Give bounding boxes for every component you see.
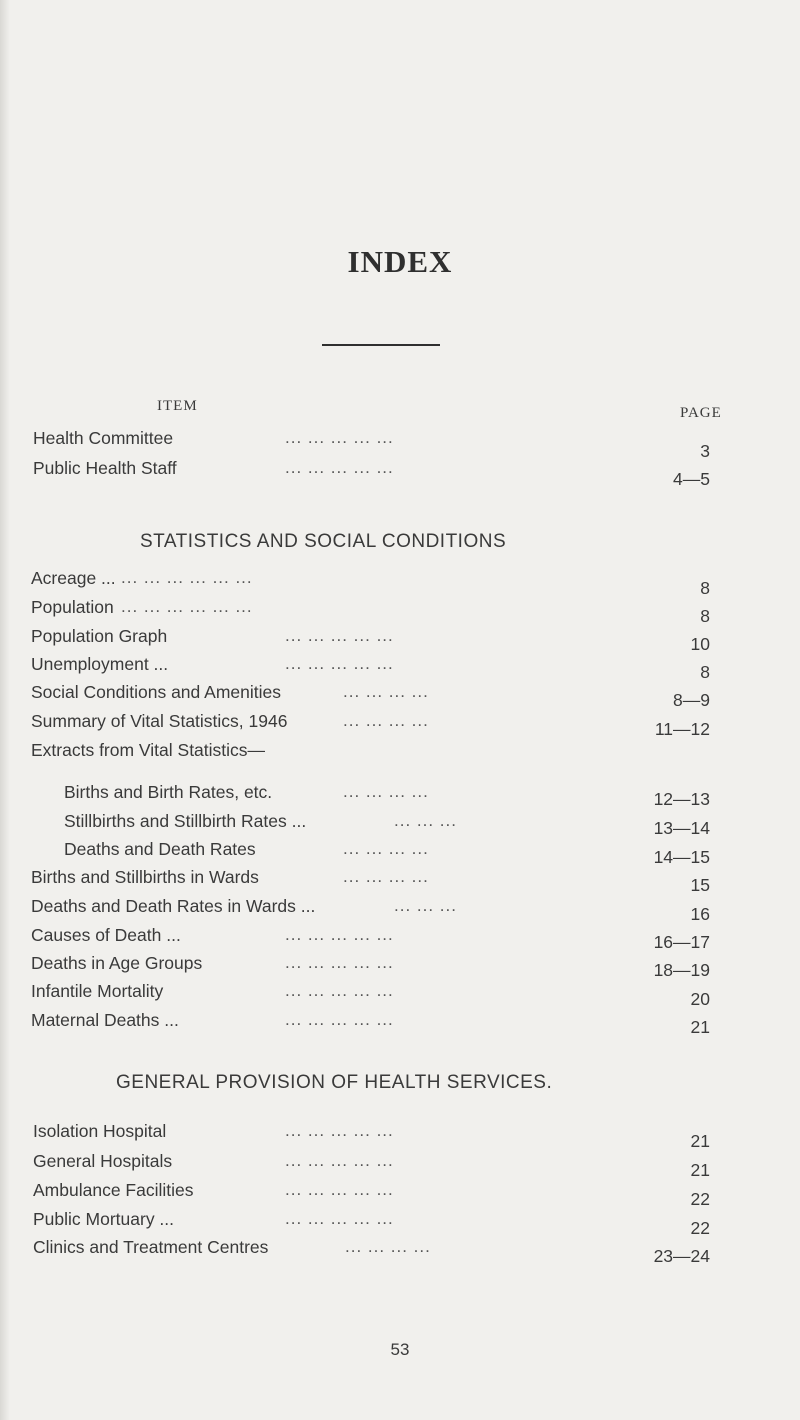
entry-label: Health Committee [33, 428, 174, 448]
entry-label: Infantile Mortality [31, 981, 164, 1001]
section-heading-statistics: STATISTICS AND SOCIAL CONDITIONS [140, 531, 507, 552]
entry-page: 8—9 [673, 690, 710, 710]
entry-page: 22 [690, 1189, 710, 1209]
entry-page: 12—13 [653, 789, 710, 809]
leader-dots: ... ... ... ... ... [285, 428, 394, 447]
entry-page: 14—15 [653, 847, 710, 867]
entry-label: Births and Birth Rates, etc. [64, 782, 273, 802]
leader-dots: ... ... ... ... [343, 839, 429, 858]
leader-dots: ... ... ... ... ... [285, 458, 394, 477]
leader-dots: ... ... ... [394, 896, 457, 915]
entry-page: 10 [690, 634, 710, 654]
page-number: 53 [390, 1340, 410, 1359]
leader-dots: ... ... ... ... ... ... [121, 568, 253, 587]
page-edge-shadow [0, 0, 10, 1420]
page-column-header: PAGE [680, 405, 722, 421]
leader-dots: ... ... ... ... ... [285, 925, 394, 944]
entry-label: General Hospitals [33, 1151, 173, 1171]
entry-page: 15 [690, 875, 710, 895]
entry-page: 8 [700, 606, 710, 626]
entry-label: Population Graph [31, 626, 168, 646]
leader-dots: ... ... ... ... ... [285, 1180, 394, 1199]
entry-page: 23—24 [653, 1246, 710, 1266]
entry-label: Maternal Deaths ... [31, 1010, 179, 1030]
entry-label: Population [31, 597, 114, 617]
leader-dots: ... ... ... ... ... [285, 1209, 394, 1228]
entry-label: Births and Stillbirths in Wards [31, 867, 259, 887]
entry-label: Isolation Hospital [33, 1121, 167, 1141]
entry-page: 16 [690, 904, 710, 924]
entry-label: Deaths and Death Rates in Wards ... [31, 896, 316, 916]
entry-label: Stillbirths and Stillbirth Rates ... [64, 811, 307, 831]
entry-page: 22 [690, 1218, 710, 1238]
entry-page: 20 [690, 989, 710, 1009]
entry-page: 16—17 [653, 932, 710, 952]
title-underline [322, 344, 440, 346]
entry-label: Deaths in Age Groups [31, 953, 203, 973]
entry-label: Public Mortuary ... [33, 1209, 175, 1229]
entry-label: Unemployment ... [31, 654, 169, 674]
leader-dots: ... ... ... ... ... ... [121, 597, 253, 616]
entry-label: Public Health Staff [33, 458, 177, 478]
leader-dots: ... ... ... ... [345, 1237, 431, 1256]
leader-dots: ... ... ... ... ... [285, 953, 394, 972]
entry-label: Ambulance Facilities [33, 1180, 194, 1200]
leader-dots: ... ... ... ... [343, 782, 429, 801]
entry-label: Deaths and Death Rates [64, 839, 256, 859]
item-column-header: ITEM [157, 398, 198, 414]
leader-dots: ... ... ... ... ... [285, 626, 394, 645]
entry-page: 11—12 [654, 719, 710, 739]
leader-dots: ... ... ... ... ... [285, 1010, 394, 1029]
entry-page: 8 [700, 662, 710, 682]
leader-dots: ... ... ... ... [343, 711, 429, 730]
entry-page: 3 [700, 441, 710, 461]
leader-dots: ... ... ... ... [343, 867, 429, 886]
leader-dots: ... ... ... ... ... [285, 1151, 394, 1170]
entry-page: 18—19 [653, 960, 710, 980]
entry-page: 21 [690, 1017, 710, 1037]
entry-page: 4—5 [673, 469, 710, 489]
leader-dots: ... ... ... ... ... [285, 981, 394, 1000]
section-heading-general-provision: GENERAL PROVISION OF HEALTH SERVICES. [116, 1072, 553, 1093]
leader-dots: ... ... ... ... ... [285, 654, 394, 673]
entry-label: Extracts from Vital Statistics— [31, 740, 266, 760]
page-title: INDEX [347, 244, 453, 279]
entry-label: Clinics and Treatment Centres [33, 1237, 269, 1257]
entry-label: Social Conditions and Amenities [31, 682, 282, 702]
entry-page: 13—14 [653, 818, 710, 838]
entry-page: 8 [700, 578, 710, 598]
entry-page: 21 [690, 1131, 710, 1151]
entry-label: Acreage ... [31, 568, 116, 588]
leader-dots: ... ... ... ... [343, 682, 429, 701]
leader-dots: ... ... ... ... ... [285, 1121, 394, 1140]
entry-page: 21 [690, 1160, 710, 1180]
leader-dots: ... ... ... [394, 811, 457, 830]
entry-label: Causes of Death ... [31, 925, 181, 945]
entry-label: Summary of Vital Statistics, 1946 [31, 711, 288, 731]
